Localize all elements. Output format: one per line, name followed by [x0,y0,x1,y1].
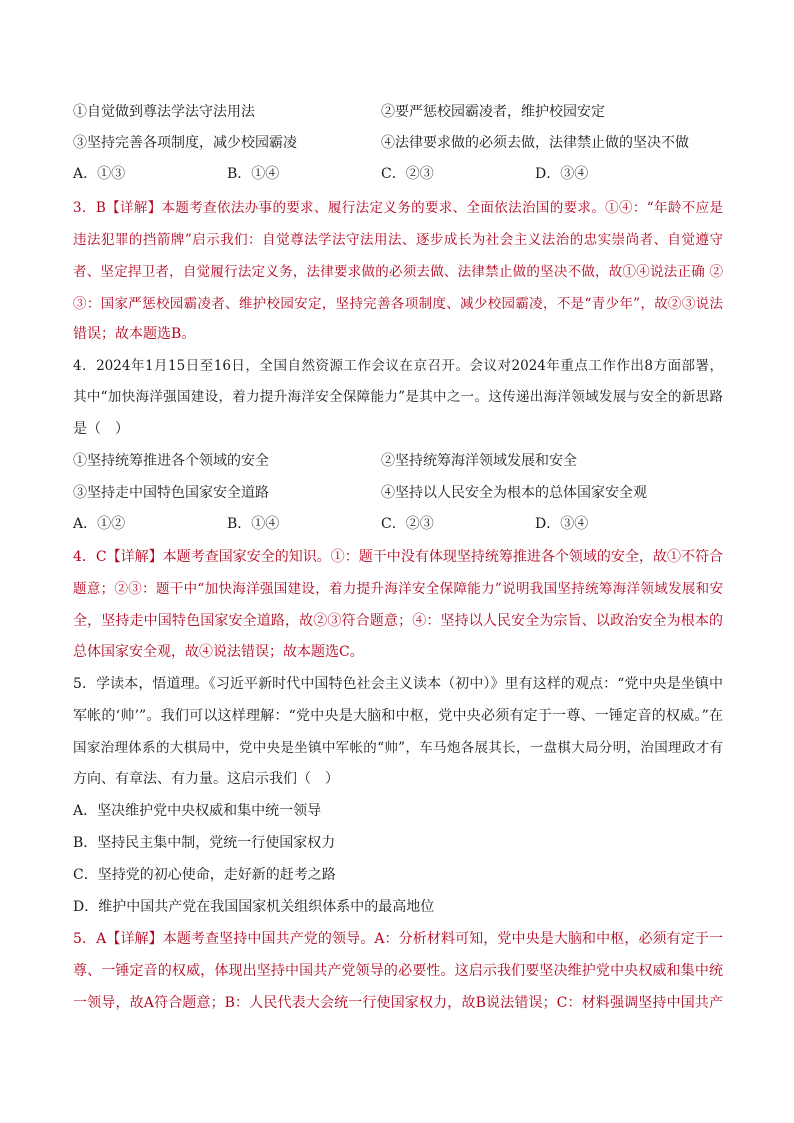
q4-answer-line: 全，坚持走中国特色国家安全道路，故②③符合题意；④：坚持以人民安全为宗旨、以政治安全为根本的 [73,613,723,629]
q5-stem-line: 5．学读本，悟道理。《习近平新时代中国特色社会主义读本（初中）》里有这样的观点：“党中央是坐镇中 [73,676,723,692]
q3-option-3: ③坚持完善各项制度，减少校园霸凌 [73,135,297,151]
q3-answer-line: 错误；故本题选B。 [73,326,196,342]
q4-choice-d: D．③④ [535,516,589,532]
q3-choice-d: D．③④ [535,166,589,182]
q5-stem-line: 国家治理体系的大棋局中，党中央是坐镇中军帐的“帅”，车马炮各展其长，一盘棋大局分明，治国理政才有 [73,740,723,756]
q4-option-3: ③坚持走中国特色国家安全道路 [73,485,269,501]
q5-choice-a: A．坚决维护党中央权威和集中统一领导 [73,803,322,819]
q4-stem-line: 4．2024年1月15日至16日，全国自然资源工作会议在京召开。会议对2024年重点工作作出8方面部署， [73,358,723,374]
q3-answer-line: 违法犯罪的挡箭牌”启示我们：自觉尊法学法守法用法、逐步成长为社会主义法治的忠实崇尚者、自觉遵守 [73,232,723,248]
q5-choice-d: D．维护中国共产党在我国国家机关组织体系中的最高地位 [73,899,435,915]
q3-option-2: ②要严惩校园霸凌者，维护校园安定 [381,104,605,120]
q5-answer-line: 一领导，故A符合题意；B：人民代表大会统一行使国家权力，故B说法错误；C：材料强调坚持中国共产 [73,995,723,1011]
q5-stem-line: 军帐的‘帅’”。我们可以这样理解：“党中央是大脑和中枢，党中央必须有定于一尊、一锤定音的权威。”在 [73,708,723,724]
q4-choice-b: B．①④ [227,516,280,532]
q4-choice-c: C．②③ [381,516,434,532]
q4-stem-line: 其中“加快海洋强国建设，着力提升海洋安全保障能力”是其中之一。这传递出海洋领域发展与安全的新思路 [73,389,723,405]
q5-choice-c: C．坚持党的初心使命，走好新的赶考之路 [73,867,336,883]
q4-choice-a: A．①② [73,516,126,532]
q3-answer-line: 3．B【详解】本题考查依法办事的要求、履行法定义务的要求、全面依法治国的要求。①④：“年龄不应是 [73,200,723,216]
q3-option-4: ④法律要求做的必须去做，法律禁止做的坚决不做 [381,135,689,151]
q5-answer-line: 5．A【详解】本题考查坚持中国共产党的领导。A：分析材料可知，党中央是大脑和中枢，必须有定于一 [73,931,723,947]
q3-choice-c: C．②③ [381,166,434,182]
q5-choice-b: B．坚持民主集中制，党统一行使国家权力 [73,835,336,851]
q3-option-1: ①自觉做到尊法学法守法用法 [73,104,255,120]
q3-answer-line: 者、坚定捍卫者，自觉履行法定义务，法律要求做的必须去做、法律禁止做的坚决不做，故①④说法正确 ② [73,264,723,280]
q3-answer-line: ③：国家严惩校园霸凌者、维护校园安定，坚持完善各项制度、减少校园霸凌，不是“青少年”，故②③说法 [73,296,723,312]
q5-answer-line: 尊、一锤定音的权威，体现出坚持中国共产党领导的必要性。这启示我们要坚决维护党中央权威和集中统 [73,963,723,979]
q4-option-1: ①坚持统筹推进各个领域的安全 [73,453,269,469]
q4-stem-line: 是（ ） [73,421,129,437]
q3-choice-a: A．①③ [73,166,126,182]
q3-choice-b: B．①④ [227,166,280,182]
q4-option-4: ④坚持以人民安全为根本的总体国家安全观 [381,485,647,501]
q4-answer-line: 总体国家安全观，故④说法错误；故本题选C。 [73,644,364,660]
q5-stem-line: 方向、有章法、有力量。这启示我们（ ） [73,771,339,787]
q4-option-2: ②坚持统筹海洋领域发展和安全 [381,453,577,469]
q4-answer-line: 题意；②③：题干中“加快海洋强国建设，着力提升海洋安全保障能力”说明我国坚持统筹海洋领域发展和安 [73,581,723,597]
q4-answer-line: 4．C【详解】本题考查国家安全的知识。①：题干中没有体现坚持统筹推进各个领域的安全，故①不符合 [73,549,723,565]
